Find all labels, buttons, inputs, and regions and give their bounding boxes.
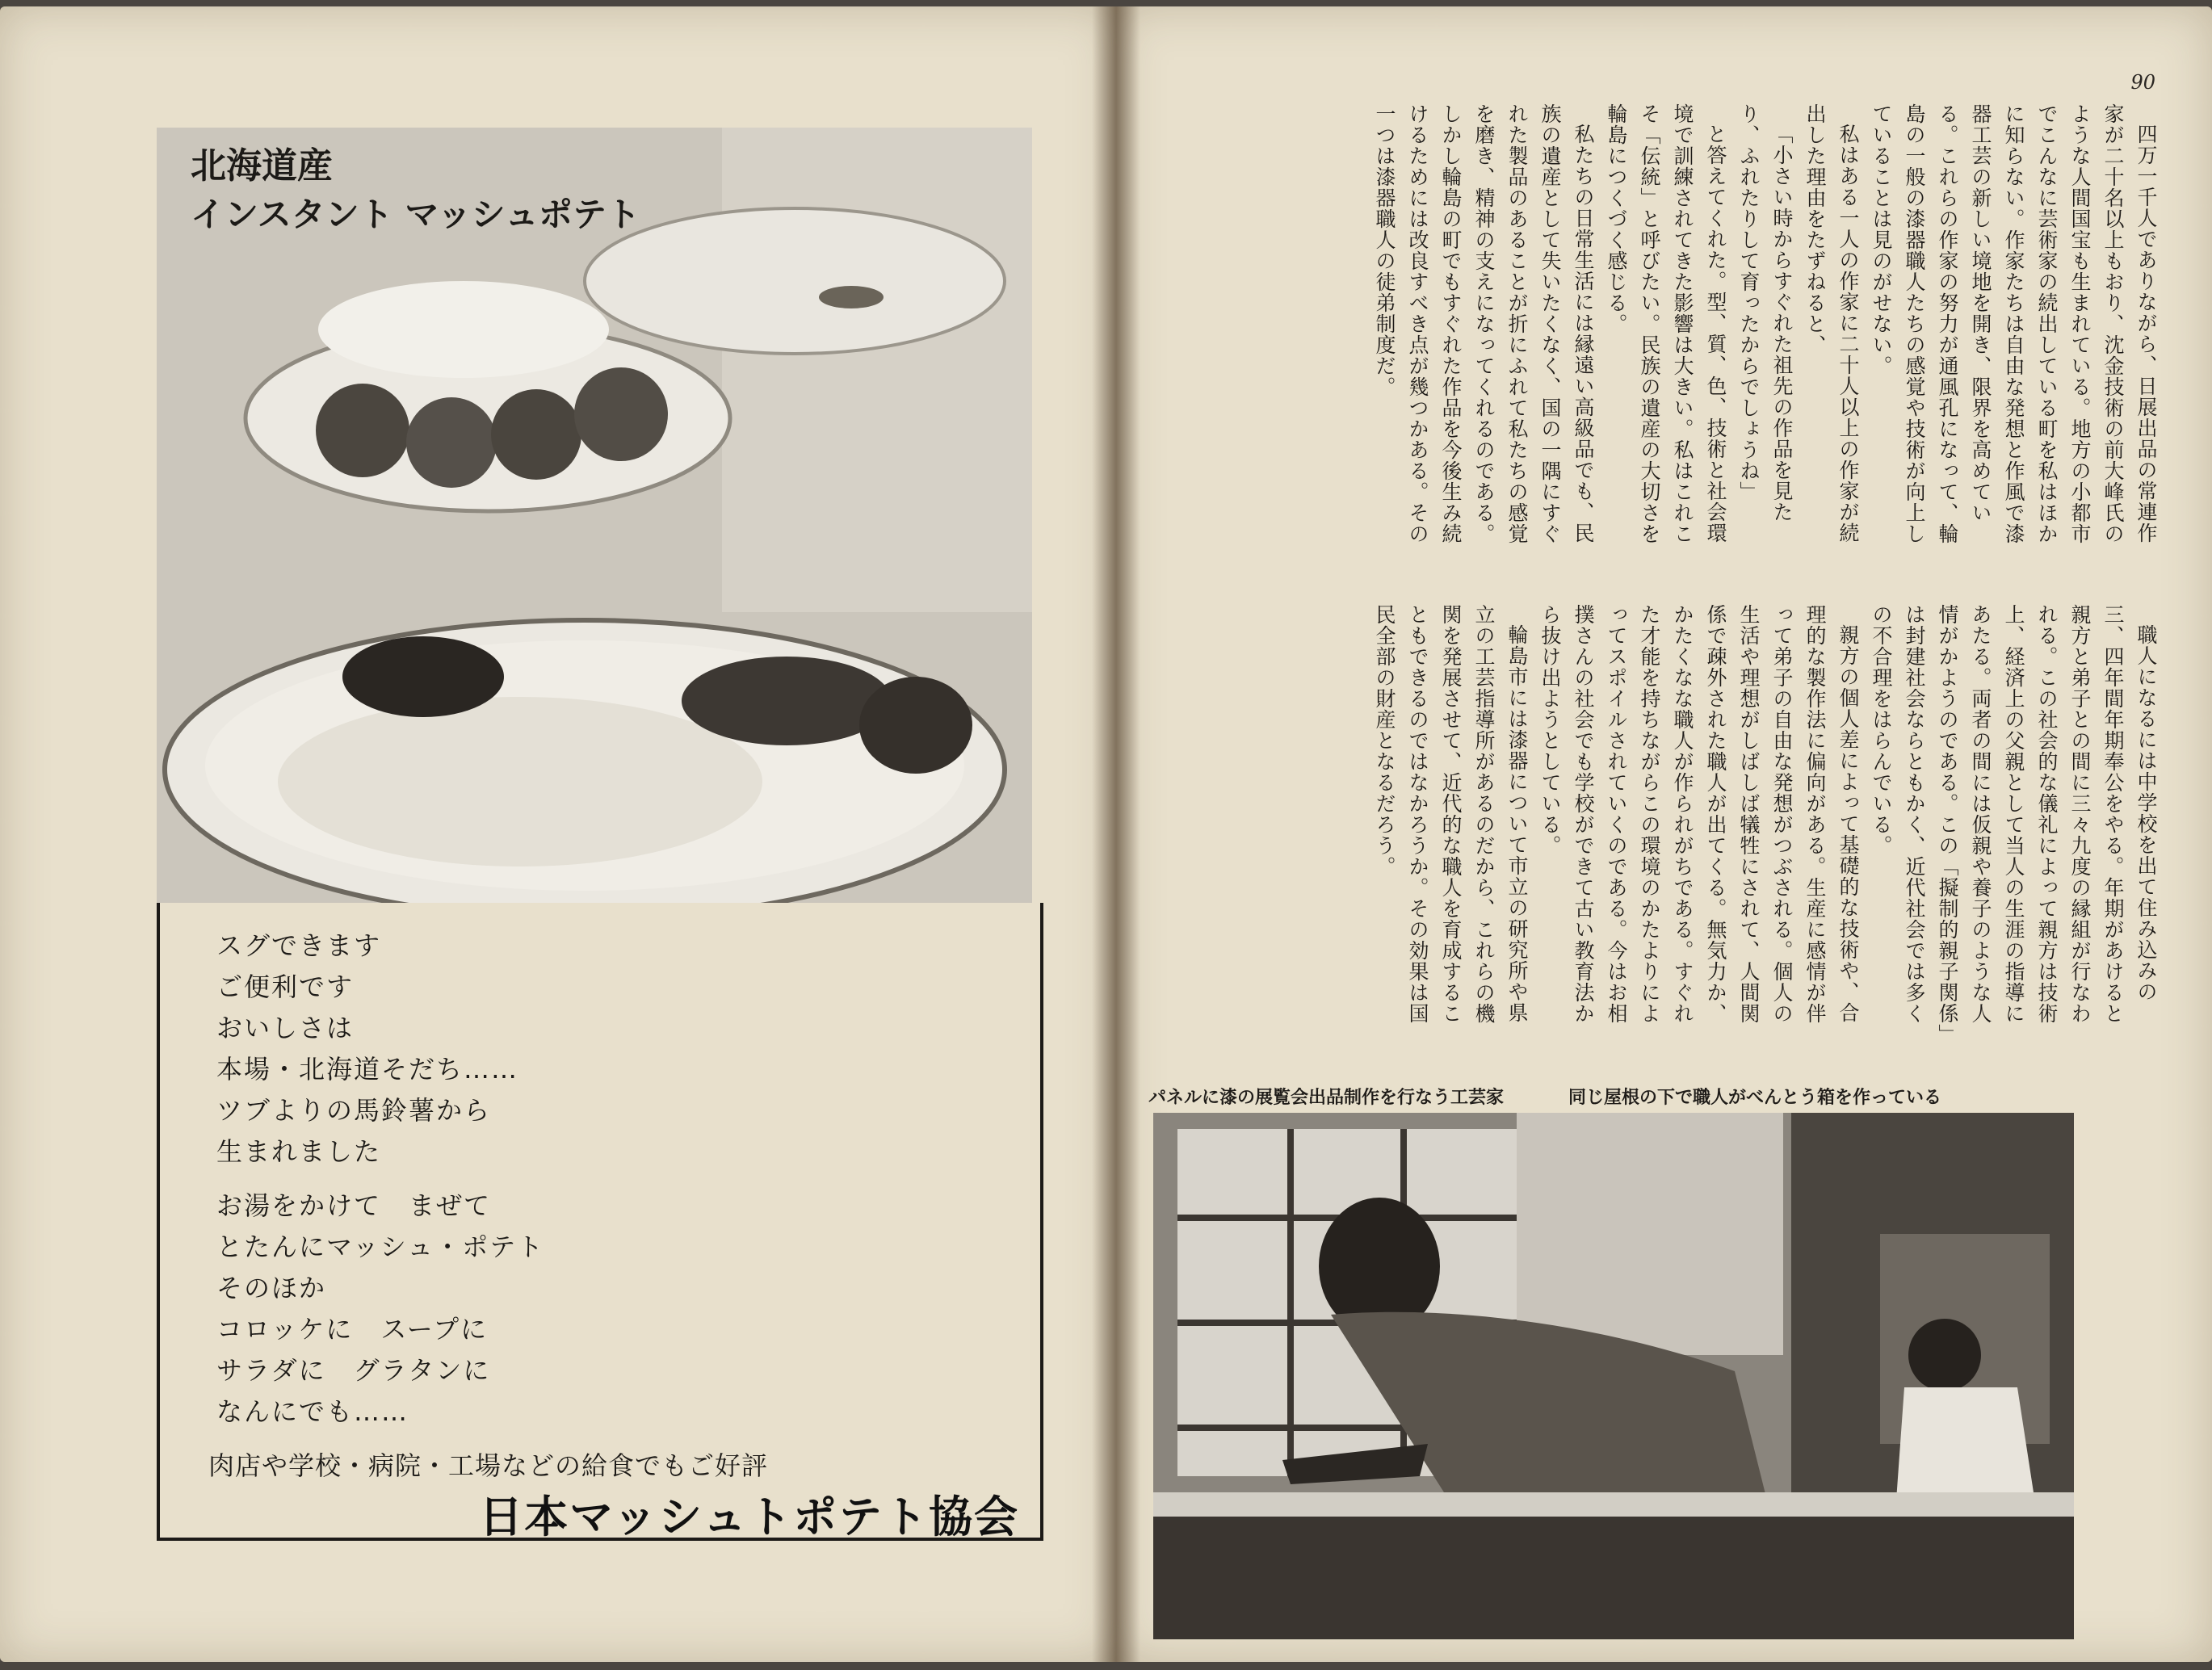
ad-copy-list <box>216 925 544 1433</box>
article-upper-block <box>1161 103 2163 556</box>
ad-copy-line: サラダに グラタンに <box>216 1355 491 1386</box>
ad-copy-line: ツブよりの馬鈴薯から <box>216 1095 492 1126</box>
photo-caption-right: 同じ屋根の下で職人がべんとう箱を作っている <box>1568 1088 1942 1108</box>
ad-copy-line: とたんにマッシュ・ポテト <box>216 1232 545 1262</box>
left-page <box>0 6 1116 1662</box>
article-paragraph: 四万一千人でありながら、日展出品の常連作家が二十名以上もおり、沈金技術の前大峰氏のような人間国宝も生まれている。地方の小都市でこんなに芸術家の続出している町を私はほかに知らない。作家たちは自由な発想と作風で漆器工芸の新しい境地を開き、限界を高めている。これらの作家の努力が通風孔になって、輪島の一般の漆器職人たちの感覚や技術が向上していることは見のがせない。 <box>1870 103 2158 544</box>
ad-copy-line: おいしさは <box>216 1013 355 1043</box>
article-paragraph: と答えてくれた。型、質、色、技術と社会環境で訓練されてきた影響は大きい。私はこれこそ「伝統」と呼びたい。民族の遺産の大切さを輪島につくづく感じる。 <box>1605 103 1727 544</box>
ad-subline: 肉店や学校・病院・工場などの給食でもご好評 <box>208 1450 769 1481</box>
ad-copy-line: なんにでも…… <box>216 1396 409 1427</box>
craftsmen-illustration <box>1153 1113 2074 1639</box>
article-paragraph: 「小さい時からすぐれた祖先の作品を見たり、ふれたりして育ったからでしょうね」 <box>1737 103 1794 522</box>
food-plates-illustration <box>157 128 1032 903</box>
page-number: 90 <box>2130 71 2155 94</box>
ad-copy-line: 生まれました <box>216 1136 382 1167</box>
article-paragraph: 私はある一人の作家に二十人以上の作家が続出した理由をたずねると、 <box>1803 103 1860 543</box>
ad-text-box <box>157 903 1043 1541</box>
craftsmen-photo <box>1153 1113 2074 1639</box>
ad-heading-line1: 北海道産 <box>191 145 333 187</box>
ad-copy-line: スグできます <box>216 930 382 961</box>
article-paragraph: 私たちの日常生活には縁遠い高級品でも、民族の遺産として失いたくなく、国の一隅にすぐれた製品のあることが折にふれて私たちの感覚を磨き、精神の支えになってくれるのである。しかし輪島の町でもすぐれた作品を今後生み続けるためには改良すべき点が幾つかある。その一つは漆器職人の徒弟制度だ。 <box>1373 103 1595 544</box>
ad-copy-line: ご便利です <box>216 971 355 1002</box>
ad-copy-line: そのほか <box>216 1273 327 1303</box>
photo-caption-left: パネルに漆の展覧会出品制作を行なう工芸家 <box>1148 1088 1505 1108</box>
article-lower-block <box>1161 604 2163 1040</box>
ad-food-photo <box>157 128 1032 903</box>
right-page <box>1116 6 2212 1662</box>
article-paragraph: 職人になるには中学校を出て住み込みの三、四年間年期奉公をやる。年期があけると親方と弟子との間に三々九度の縁組が行なわれる。この社会的な儀礼によって親方は技術上、経済上の父親として当人の生涯の指導にあたる。両者の間には仮親や養子のような人情がかようのである。この「擬制的親子関係」は封建社会ならともかく、近代社会では多くの不合理をはらんでいる。 <box>1870 604 2158 1035</box>
ad-copy-line: 本場・北海道そだち…… <box>216 1054 519 1085</box>
ad-copy-line: コロッケに スープに <box>216 1314 489 1345</box>
article-paragraph: 輪島市には漆器について市立の研究所や県立の工芸指導所があるのだから、これらの機関を発展させて、近代的な職人を育成することもできるのではなかろうか。その効果は国民全部の財産となるだろう。 <box>1373 604 1529 1024</box>
ad-copy-line: お湯をかけて まぜて <box>216 1190 492 1221</box>
ad-organization-name: 日本マッシュトポテト協会 <box>479 1492 1019 1542</box>
article-paragraph: 親方の個人差によって基礎的な技術や、合理的な製作法に偏向がある。生産に感情が伴って弟子の自由な発想がつぶされる。個人の生活や理想がしばしば犠牲にされて、人間関係で疎外された職人が出てくる。無気力か、かたくなな職人が作られがちである。すぐれた才能を持ちながらこの環境のかたよりによってスポイルされていくのである。今はお相撲さんの社会でも学校ができて古い教育法から抜け出ようとしている。 <box>1538 604 1860 1024</box>
ad-heading-line2: インスタント マッシュポテト <box>191 195 640 234</box>
